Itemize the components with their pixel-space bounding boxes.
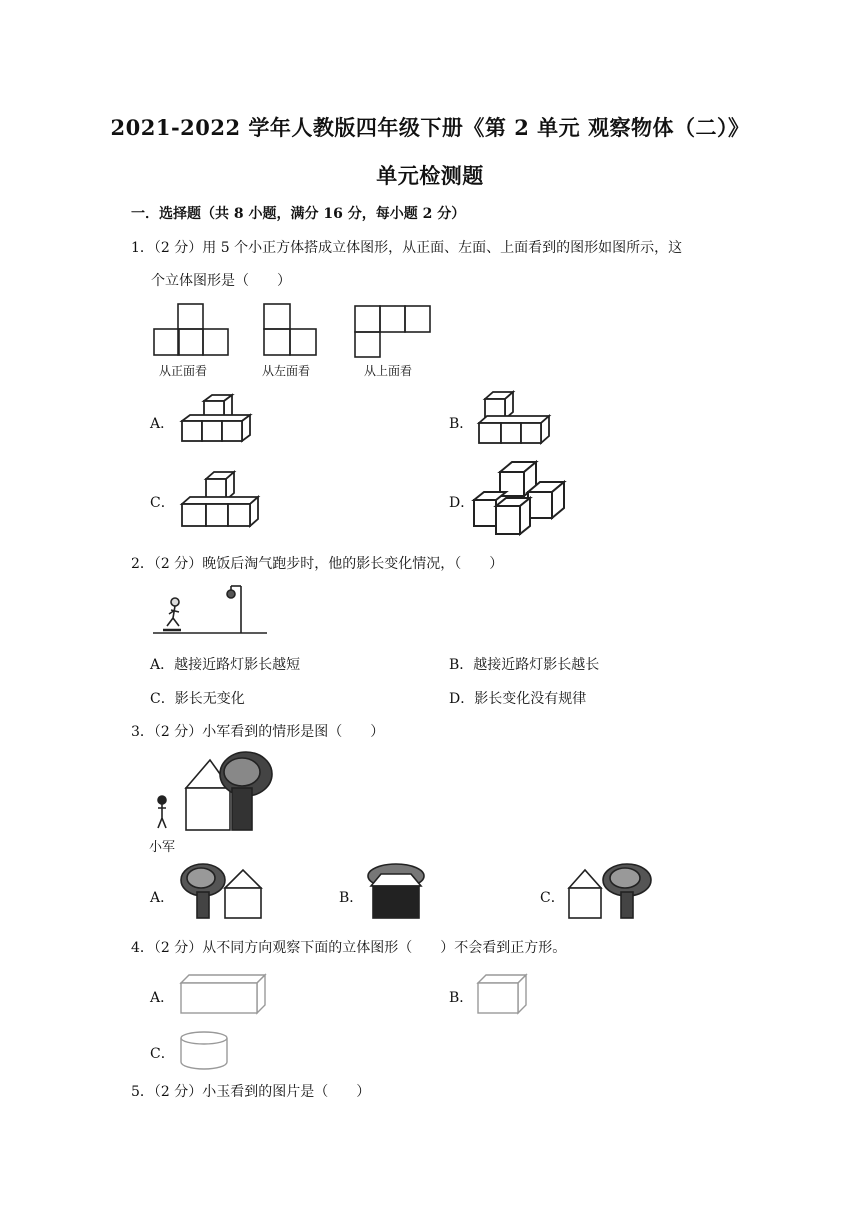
q4-option-a-label[interactable]: A． [150,990,175,1006]
q3-option-c-figure[interactable] [565,862,657,920]
q1-option-b-label[interactable]: B． [449,416,474,432]
q3-option-b-figure[interactable] [365,862,427,920]
question-2: 2．（2 分）晚饭后淘气跑步时，他的影长变化情况，（ ） [131,556,504,572]
q3-option-a-figure[interactable] [175,862,267,920]
question-4: 4．（2 分）从不同方向观察下面的立体图形（ ）不会看到正方形。 [131,940,567,956]
q3-option-b-label[interactable]: B． [339,890,364,906]
q4-option-b-cube[interactable] [476,973,530,1015]
q2-option-a[interactable]: A．越接近路灯影长越短 [150,657,301,673]
house-tree-scene-figure [148,748,276,834]
q4-option-b-label[interactable]: B． [449,990,474,1006]
q1-option-a-figure[interactable] [180,393,252,445]
q1-option-a-label[interactable]: A． [150,416,175,432]
question-1-line2: 个立体图形是（ ） [151,273,291,289]
q4-option-c-cylinder[interactable] [179,1030,229,1072]
question-1-line1: 1．（2 分）用 5 个小正方体搭成立体图形，从正面、左面、上面看到的图形如图所示，这 [131,240,683,256]
front-view-caption: 从正面看 [159,364,208,378]
q2-option-d[interactable]: D．影长变化没有规律 [449,691,587,707]
q2-option-c[interactable]: C．影长无变化 [150,691,245,707]
xiaojun-label: 小军 [149,840,176,855]
question-5: 5．（2 分）小玉看到的图片是（ ） [131,1084,371,1100]
question-3: 3．（2 分）小军看到的情形是图（ ） [131,724,385,740]
q4-option-a-cuboid[interactable] [179,973,267,1015]
doc-title-line2: 单元检测题 [376,163,484,188]
section-header: 一．选择题（共 8 小题，满分 16 分，每小题 2 分） [131,206,466,222]
left-view-diagram [263,303,319,357]
front-view-diagram [153,303,229,357]
q1-option-b-figure[interactable] [477,389,553,447]
q3-option-c-label[interactable]: C． [540,890,565,906]
runner-streetlamp-figure [151,582,269,638]
q1-option-c-label[interactable]: C． [150,495,175,511]
top-view-diagram [354,305,432,359]
q4-option-c-label[interactable]: C． [150,1046,175,1062]
top-view-caption: 从上面看 [364,364,413,378]
left-view-caption: 从左面看 [262,364,311,378]
doc-title-line1: 2021-2022 学年人教版四年级下册《第 2 单元 观察物体（二）》 [110,115,750,140]
q1-option-d-figure[interactable] [470,458,570,540]
q1-option-d-label[interactable]: D． [449,495,475,511]
q1-option-c-figure[interactable] [180,469,260,529]
q3-option-a-label[interactable]: A． [150,890,175,906]
q2-option-b[interactable]: B．越接近路灯影长越长 [449,657,600,673]
